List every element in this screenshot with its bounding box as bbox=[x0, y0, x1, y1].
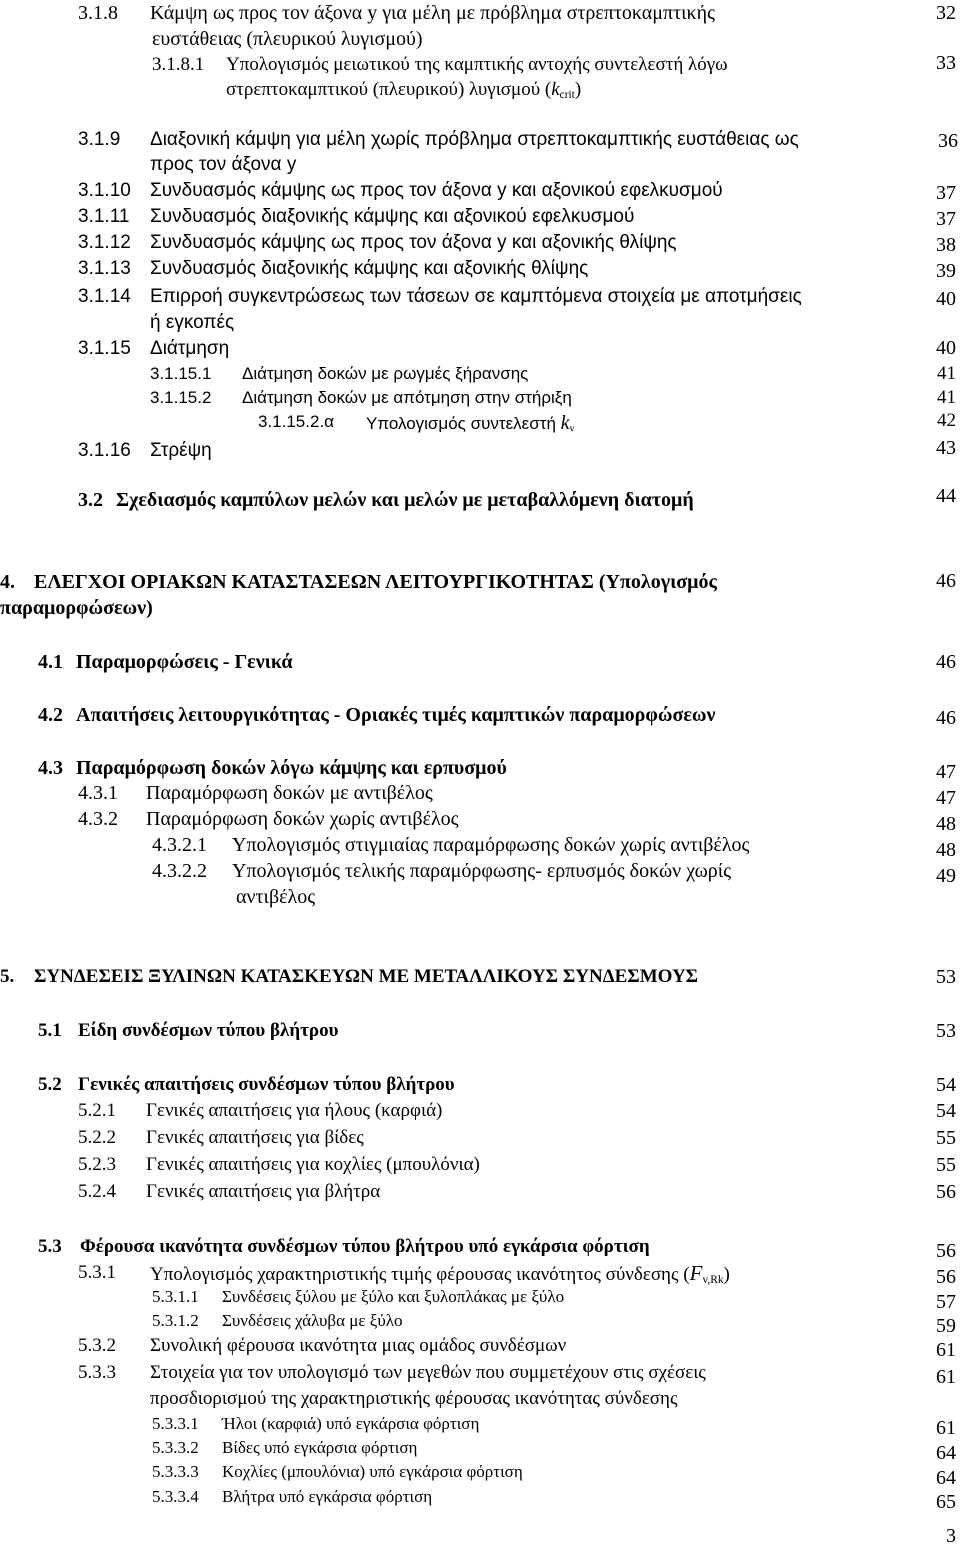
entry-page: 61 bbox=[936, 1366, 956, 1388]
entry-title: Γενικές απαιτήσεις συνδέσμων τύπου βλήτρου bbox=[78, 1074, 455, 1095]
entry-title: Σχεδιασμός καμπύλων μελών και μελών με μεταβαλλόμενη διατομή bbox=[116, 489, 694, 511]
entry-title-continuation: ή εγκοπές bbox=[150, 312, 235, 333]
toc-entry-3-1-15-2 bbox=[150, 388, 572, 407]
entry-title: Διάτμηση δοκών με απότμηση στην στήριξη bbox=[242, 388, 572, 407]
entry-page: 36 bbox=[938, 130, 958, 152]
entry-title-continuation: στρεπτοκαμπτικού (πλευρικού) λυγισμού $(k_{crit})$ bbox=[226, 79, 582, 101]
entry-page: 46 bbox=[936, 707, 956, 729]
toc-entry-4-3-1 bbox=[78, 782, 433, 804]
entry-title: Στρέψη bbox=[150, 440, 212, 461]
entry-number: 3.1.10 bbox=[78, 180, 131, 201]
entry-title: Γενικές απαιτήσεις για βλήτρα bbox=[146, 1181, 381, 1202]
entry-page: 48 bbox=[936, 813, 956, 835]
toc-entry-3-1-15-1 bbox=[150, 364, 529, 383]
entry-title: Συνδυασμός διαξονικής κάμψης και αξονικού εφελκυσμού bbox=[150, 206, 635, 227]
entry-title: ΣΥΝΔΕΣΕΙΣ ΞΥΛΙΝΩΝ ΚΑΤΑΣΚΕΥΩΝ ΜΕ ΜΕΤΑΛΛΙΚΟΥΣ ΣΥΝΔΕΣΜΟΥΣ bbox=[34, 966, 699, 987]
entry-title: Στοιχεία για τον υπολογισμό των μεγεθών που συμμετέχουν στις σχέσεις bbox=[150, 1362, 706, 1383]
entry-title-continuation: προσδιορισμού της χαρακτηριστικής φέρουσας ικανότητας σύνδεσης bbox=[150, 1388, 678, 1409]
entry-number: 3.2 bbox=[78, 489, 103, 511]
toc-entry-3-2 bbox=[78, 489, 694, 511]
toc-entry-3-1-15-2-a bbox=[258, 412, 575, 435]
entry-number: 4.3 bbox=[38, 757, 63, 779]
entry-page: 55 bbox=[936, 1127, 956, 1149]
entry-title: Βίδες υπό εγκάρσια φόρτιση bbox=[222, 1438, 418, 1457]
entry-page: 55 bbox=[936, 1154, 956, 1176]
entry-page: 56 bbox=[936, 1240, 956, 1262]
entry-number: 4.2 bbox=[38, 704, 63, 726]
toc-entry-3-1-10 bbox=[78, 180, 723, 201]
entry-title: Βλήτρα υπό εγκάρσια φόρτιση bbox=[222, 1487, 433, 1506]
entry-title: Ήλοι (καρφιά) υπό εγκάρσια φόρτιση bbox=[222, 1414, 480, 1433]
entry-title-continuation: παραμορφώσεων) bbox=[0, 597, 153, 619]
entry-page: 46 bbox=[936, 570, 956, 592]
toc-entry-4-3-2 bbox=[78, 808, 459, 830]
entry-title: Γενικές απαιτήσεις για ήλους (καρφιά) bbox=[146, 1100, 443, 1121]
entry-page: 39 bbox=[936, 260, 956, 282]
entry-page: 43 bbox=[936, 437, 956, 459]
entry-page: 53 bbox=[936, 966, 956, 988]
entry-number: 5.3.3.3 bbox=[152, 1462, 199, 1481]
entry-title: Συνδέσεις ξύλου με ξύλο και ξυλοπλάκας με ξύλο bbox=[222, 1287, 565, 1306]
entry-title: Κάμψη ως προς τον άξονα y για μέλη με πρόβλημα στρεπτοκαμπτικής bbox=[150, 2, 715, 24]
entry-number: 5.3.1.1 bbox=[152, 1287, 199, 1306]
entry-page: 32 bbox=[936, 2, 956, 24]
entry-page: 64 bbox=[936, 1467, 956, 1489]
entry-title: Παραμόρφωση δοκών με αντιβέλος bbox=[146, 782, 433, 804]
entry-title: Φέρουσα ικανότητα συνδέσμων τύπου βλήτρου υπό εγκάρσια φόρτιση bbox=[80, 1236, 650, 1257]
entry-page: 42 bbox=[937, 410, 956, 431]
entry-page: 41 bbox=[937, 363, 956, 384]
entry-number: 4.1 bbox=[38, 651, 63, 673]
entry-page: 57 bbox=[936, 1291, 956, 1313]
entry-number: 5.3.1 bbox=[78, 1262, 116, 1283]
entry-title: Απαιτήσεις λειτουργικότητας - Οριακές τιμές καμπτικών παραμορφώσεων bbox=[76, 704, 716, 726]
entry-title: Συνδέσεις χάλυβα με ξύλο bbox=[222, 1311, 403, 1330]
entry-number: 5.2.1 bbox=[78, 1100, 116, 1121]
entry-number: 5.3.3.1 bbox=[152, 1414, 199, 1433]
entry-title-continuation: ευστάθειας (πλευρικού λυγισμού) bbox=[152, 28, 423, 50]
toc-entry-3-1-14 bbox=[78, 286, 802, 307]
toc-entry-5-3-3-3 bbox=[152, 1462, 523, 1481]
entry-number: 3.1.8.1 bbox=[152, 54, 205, 75]
entry-number: 4.3.2.1 bbox=[152, 834, 207, 856]
toc-entry-4-1 bbox=[38, 651, 293, 673]
toc-entry-5-3 bbox=[38, 1236, 650, 1257]
entry-page: 54 bbox=[936, 1100, 956, 1122]
entry-page: 40 bbox=[936, 337, 956, 359]
entry-page: 38 bbox=[936, 234, 956, 256]
entry-number: 4. bbox=[0, 571, 15, 593]
entry-title-continuation: αντιβέλος bbox=[236, 886, 316, 908]
entry-page: 41 bbox=[937, 387, 956, 408]
entry-page: 37 bbox=[936, 208, 956, 230]
entry-number: 5.3.2 bbox=[78, 1335, 116, 1356]
entry-title: Συνολική φέρουσα ικανότητα μιας ομάδος συνδέσμων bbox=[150, 1335, 567, 1356]
entry-page: 40 bbox=[936, 288, 956, 310]
entry-number: 5.2.4 bbox=[78, 1181, 116, 1202]
entry-title: Γενικές απαιτήσεις για κοχλίες (μπουλόνια) bbox=[146, 1154, 480, 1175]
entry-title: Διάτμηση δοκών με ρωγμές ξήρανσης bbox=[242, 364, 529, 383]
entry-title: Είδη συνδέσμων τύπου βλήτρου bbox=[78, 1020, 339, 1041]
entry-page: 54 bbox=[936, 1074, 956, 1096]
entry-title: Παραμορφώσεις - Γενικά bbox=[76, 651, 293, 673]
toc-entry-5-3-3-1 bbox=[152, 1414, 480, 1433]
entry-page: 59 bbox=[936, 1315, 956, 1337]
entry-number: 5.2 bbox=[38, 1074, 62, 1095]
entry-number: 3.1.15.1 bbox=[150, 364, 212, 383]
entry-number: 3.1.15.2.α bbox=[258, 412, 334, 431]
entry-number: 4.3.1 bbox=[78, 782, 118, 804]
entry-title: Κοχλίες (μπουλόνια) υπό εγκάρσια φόρτιση bbox=[222, 1462, 523, 1481]
entry-number: 3.1.9 bbox=[78, 129, 121, 150]
entry-page: 47 bbox=[936, 787, 956, 809]
entry-page: 49 bbox=[936, 865, 956, 887]
entry-number: 3.1.13 bbox=[78, 258, 131, 279]
entry-title-continuation: προς τον άξονα y bbox=[150, 154, 297, 175]
toc-entry-5-3-1 bbox=[78, 1261, 730, 1286]
toc-entry-3-1-15 bbox=[78, 338, 230, 359]
entry-number: 3.1.15.2 bbox=[150, 388, 212, 407]
toc-entry-5-3-2 bbox=[78, 1335, 567, 1356]
entry-page: 48 bbox=[936, 839, 956, 861]
toc-entry-3-1-16 bbox=[78, 440, 212, 461]
entry-title: Υπολογισμός τελικής παραμόρφωσης- ερπυσμός δοκών χωρίς bbox=[232, 860, 732, 882]
entry-number: 3.1.16 bbox=[78, 440, 131, 461]
toc-entry-3-1-9 bbox=[78, 129, 799, 150]
entry-title: ΕΛΕΓΧΟΙ ΟΡΙΑΚΩΝ ΚΑΤΑΣΤΑΣΕΩΝ ΛΕΙΤΟΥΡΓΙΚΟΤΗΤΑΣ (Υπολογισμός bbox=[34, 571, 717, 593]
toc-entry-5-2-1 bbox=[78, 1100, 443, 1121]
entry-number: 5.3 bbox=[38, 1236, 62, 1257]
entry-number: 3.1.15 bbox=[78, 338, 131, 359]
entry-number: 5.3.1.2 bbox=[152, 1311, 199, 1330]
entry-number: 4.3.2.2 bbox=[152, 860, 207, 882]
entry-number: 3.1.14 bbox=[78, 286, 131, 307]
entry-number: 3.1.8 bbox=[78, 2, 118, 24]
toc-entry-3-1-8-1 bbox=[152, 54, 728, 75]
entry-number: 4.3.2 bbox=[78, 808, 118, 830]
entry-title: Συνδυασμός κάμψης ως προς τον άξονα y και αξονικής θλίψης bbox=[150, 232, 677, 253]
toc-entry-5 bbox=[0, 966, 699, 987]
entry-page: 56 bbox=[936, 1181, 956, 1203]
entry-page: 33 bbox=[936, 52, 956, 74]
entry-page: 64 bbox=[936, 1442, 956, 1464]
entry-title: Συνδυασμός κάμψης ως προς τον άξονα y και αξονικού εφελκυσμού bbox=[150, 180, 723, 201]
entry-number: 5.1 bbox=[38, 1020, 62, 1041]
toc-entry-5-3-3-4 bbox=[152, 1487, 433, 1506]
entry-number: 3.1.11 bbox=[78, 206, 130, 227]
toc-entry-4-3-2-2 bbox=[152, 860, 732, 882]
entry-number: 5.3.3.2 bbox=[152, 1438, 199, 1457]
entry-page: 37 bbox=[936, 182, 956, 204]
entry-page: 56 bbox=[936, 1266, 956, 1288]
toc-entry-4 bbox=[0, 571, 717, 593]
toc-entry-5-3-1-1 bbox=[152, 1287, 565, 1306]
entry-title: Συνδυασμός διαξονικής κάμψης και αξονικής θλίψης bbox=[150, 258, 589, 279]
toc-entry-5-3-3-2 bbox=[152, 1438, 418, 1457]
toc-entry-3-1-12 bbox=[78, 232, 677, 253]
entry-title: Διάτμηση bbox=[150, 338, 230, 359]
toc-entry-4-2 bbox=[38, 704, 716, 726]
entry-page: 44 bbox=[936, 485, 956, 507]
toc-entry-3-1-8 bbox=[78, 2, 715, 24]
entry-title: Παραμόρφωση δοκών λόγω κάμψης και ερπυσμού bbox=[76, 757, 507, 779]
toc-entry-4-3-2-1 bbox=[152, 834, 750, 856]
entry-title: Υπολογισμός μειωτικού της καμπτικής αντοχής συντελεστή λόγω bbox=[226, 54, 728, 75]
entry-page: 46 bbox=[936, 651, 956, 673]
entry-title: Υπολογισμός στιγμιαίας παραμόρφωσης δοκών χωρίς αντιβέλος bbox=[232, 834, 750, 856]
toc-entry-5-2-3 bbox=[78, 1154, 480, 1175]
entry-page: 53 bbox=[936, 1020, 956, 1042]
entry-page: 47 bbox=[936, 761, 956, 783]
toc-entry-3-1-13 bbox=[78, 258, 589, 279]
toc-entry-5-3-1-2 bbox=[152, 1311, 403, 1330]
entry-page: 65 bbox=[936, 1491, 956, 1513]
entry-number: 5.3.3 bbox=[78, 1362, 116, 1383]
entry-title: Διαξονική κάμψη για μέλη χωρίς πρόβλημα στρεπτοκαμπτικής ευστάθειας ως bbox=[150, 129, 799, 150]
entry-number: 3.1.12 bbox=[78, 232, 131, 253]
entry-title: Γενικές απαιτήσεις για βίδες bbox=[146, 1127, 364, 1148]
toc-entry-4-3 bbox=[38, 757, 507, 779]
entry-number: 5.3.3.4 bbox=[152, 1487, 199, 1506]
entry-title: Υπολογισμός χαρακτηριστικής τιμής φέρουσας ικανότητος σύνδεσης $(F_{v,Rk})$ bbox=[150, 1261, 730, 1286]
toc-entry-5-3-3 bbox=[78, 1362, 706, 1383]
entry-title: Επιρροή συγκεντρώσεως των τάσεων σε καμπτόμενα στοιχεία με αποτμήσεις bbox=[150, 286, 802, 307]
entry-title: Παραμόρφωση δοκών χωρίς αντιβέλος bbox=[146, 808, 459, 830]
toc-entry-5-1 bbox=[38, 1020, 339, 1041]
toc-entry-5-2-2 bbox=[78, 1127, 364, 1148]
entry-title: Υπολογισμός συντελεστή $k_v$ bbox=[366, 412, 575, 435]
entry-number: 5.2.2 bbox=[78, 1127, 116, 1148]
toc-entry-3-1-11 bbox=[78, 206, 635, 227]
entry-page: 61 bbox=[936, 1339, 956, 1361]
page-number: 3 bbox=[946, 1525, 956, 1547]
entry-number: 5.2.3 bbox=[78, 1154, 116, 1175]
entry-page: 61 bbox=[936, 1417, 956, 1439]
toc-entry-5-2 bbox=[38, 1074, 455, 1095]
entry-number: 5. bbox=[0, 966, 15, 987]
toc-entry-5-2-4 bbox=[78, 1181, 381, 1202]
